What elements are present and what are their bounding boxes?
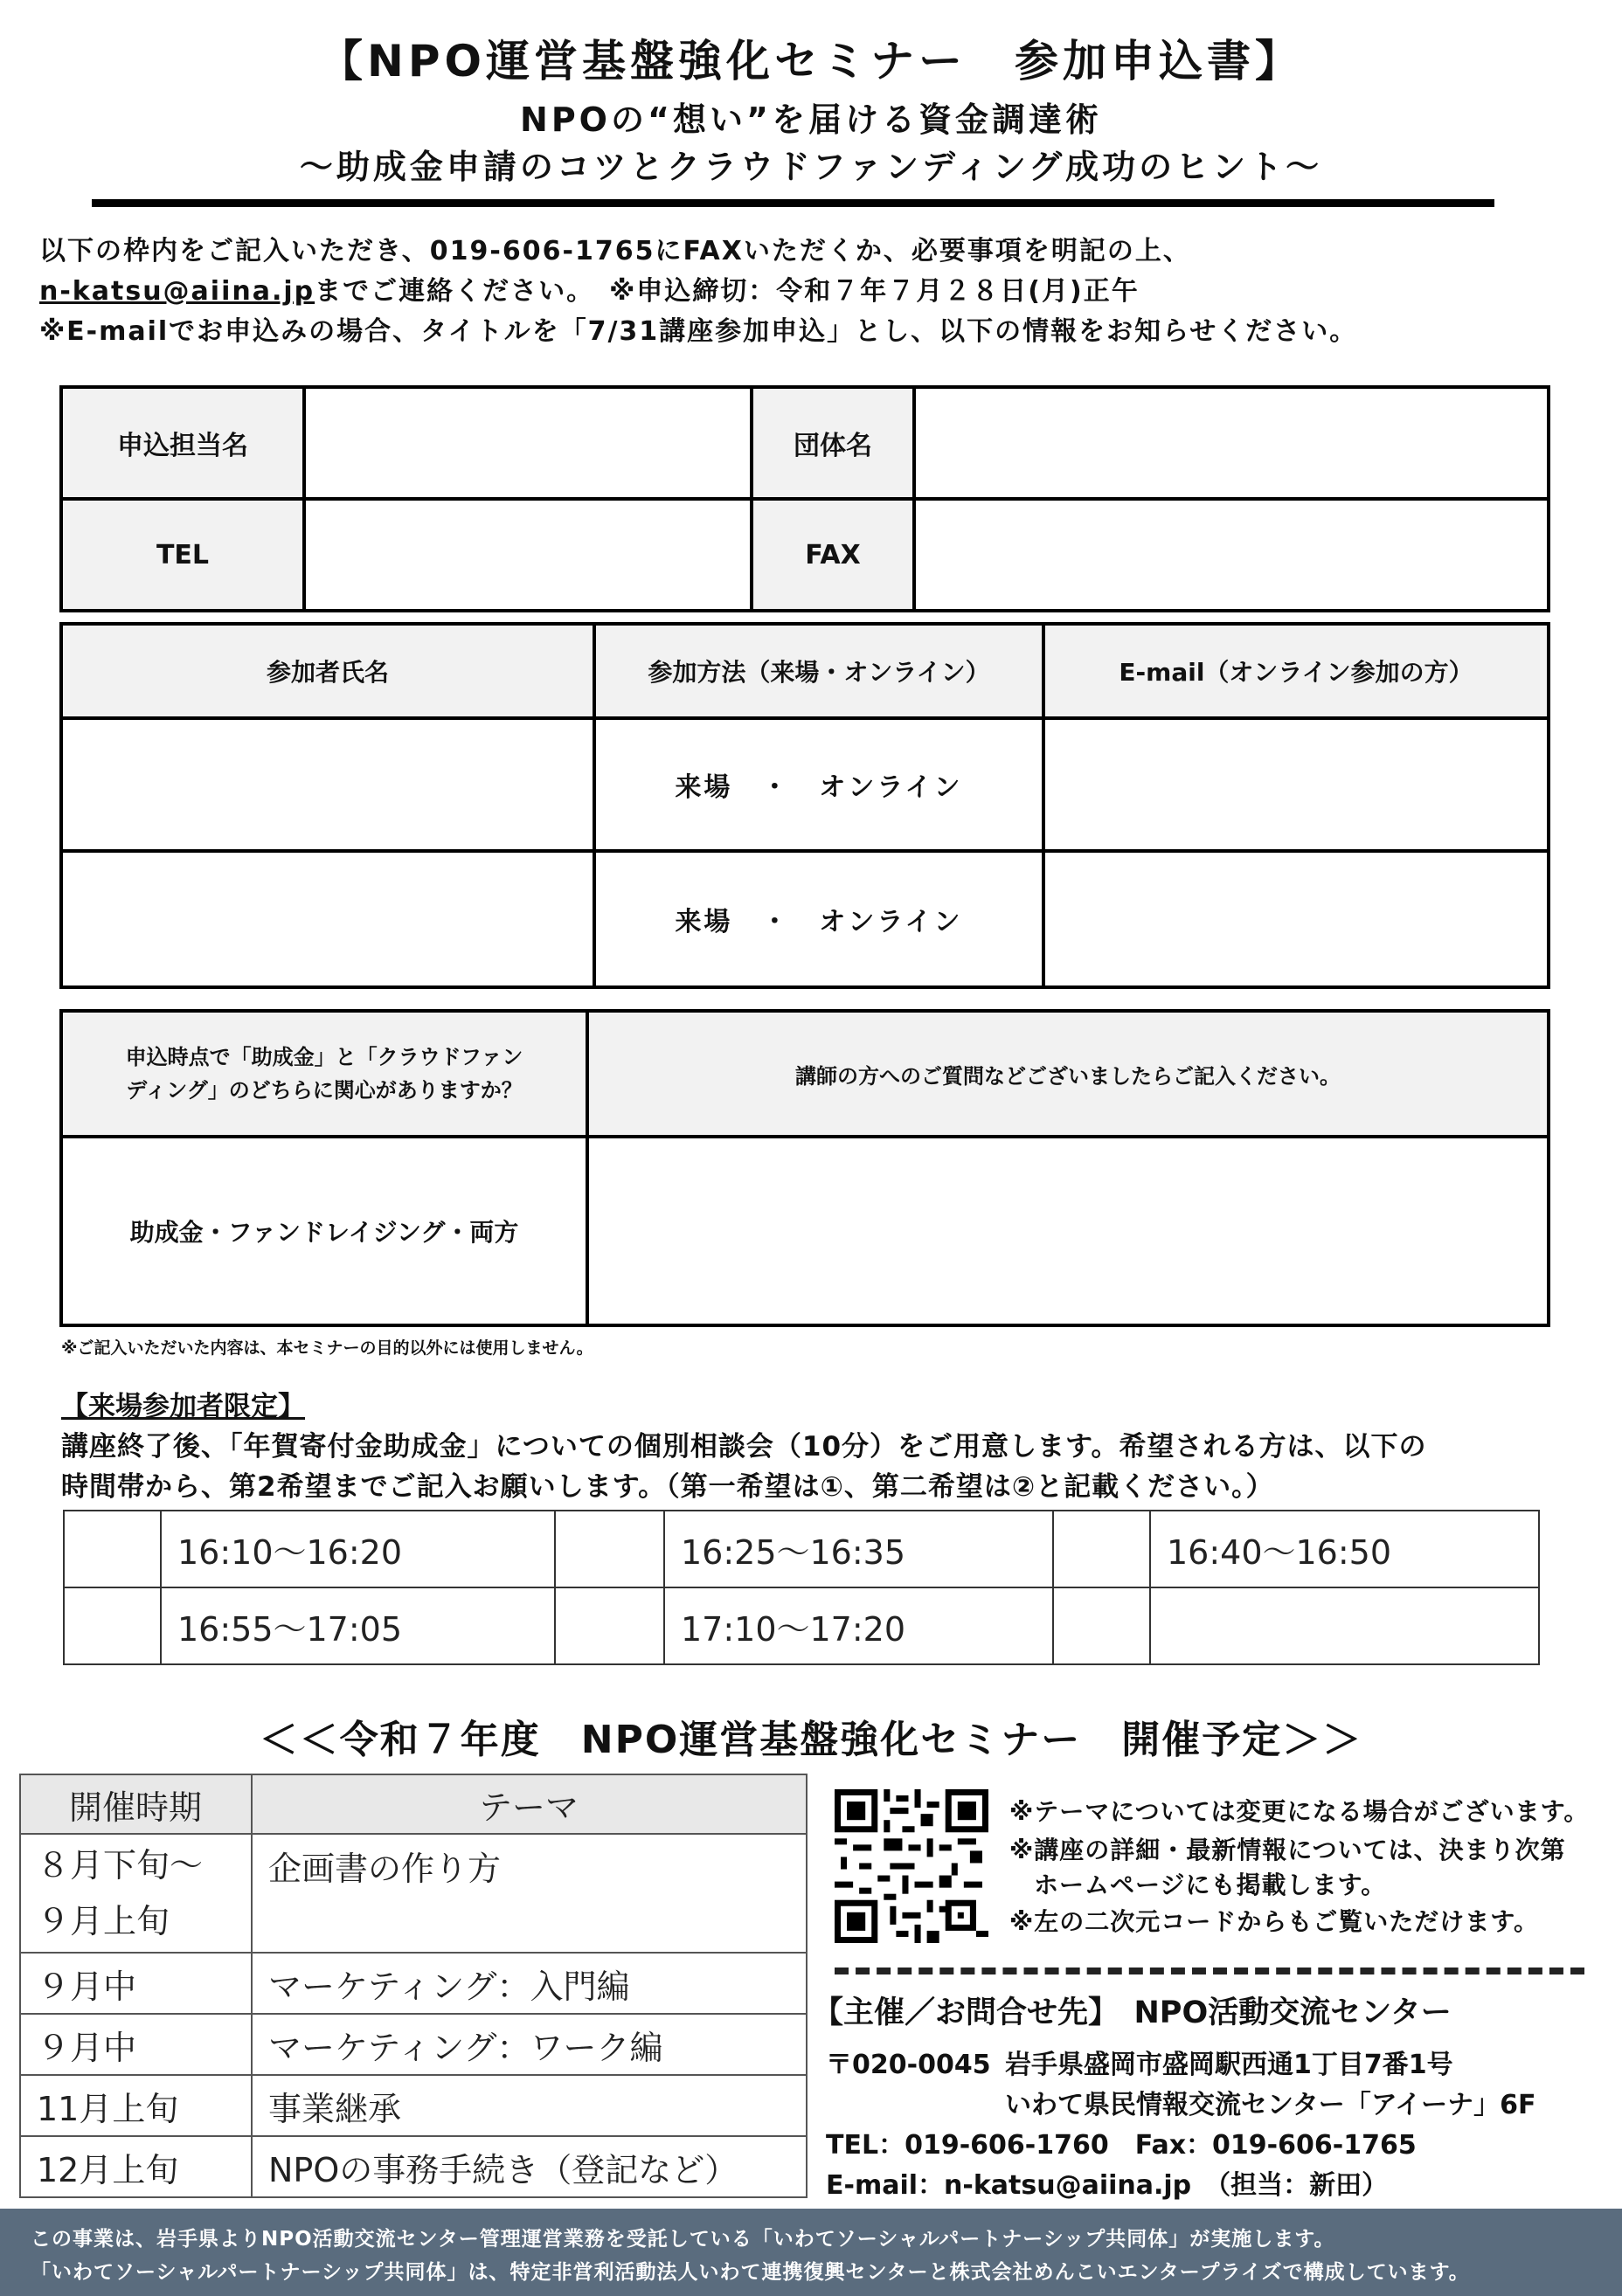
applicant-name-field[interactable] xyxy=(304,387,752,499)
timeslot-choice-box[interactable] xyxy=(555,1511,664,1587)
timeslot-label: 16:40～16:50 xyxy=(1150,1511,1539,1587)
schedule-time: ９月中 xyxy=(20,1953,252,2014)
note-theme-change: ※テーマについては変更になる場合がございます。 xyxy=(1009,1797,1590,1826)
venue-text-2: 時間帯から、第2希望までご記入お願いします。（第一希望は①、第二希望は②と記載ください。） xyxy=(61,1471,1274,1503)
schedule-theme-header: テーマ xyxy=(252,1774,807,1834)
participant-name-field[interactable] xyxy=(61,851,594,987)
page-title: 【NPO運営基盤強化セミナー 参加申込書】 xyxy=(319,36,1303,86)
question-header: 講師の方へのご質問などございましたらご記入ください。 xyxy=(587,1011,1549,1137)
address-line-2: いわて県民情報交流センター「アイーナ」6F xyxy=(1005,2090,1536,2120)
interest-table xyxy=(59,1009,1550,1327)
postal-code: 〒020-0045 xyxy=(826,2050,991,2080)
schedule-theme: 企画書の作り方 xyxy=(252,1834,807,1953)
timeslot-choice-box[interactable] xyxy=(1053,1511,1150,1587)
applicant-name-label: 申込担当名 xyxy=(61,387,304,499)
participation-method-choice[interactable]: 来場 ・ オンライン xyxy=(594,851,1043,987)
fax-label: FAX xyxy=(752,499,914,611)
intro-line-2 xyxy=(39,269,1140,308)
contact-tel-fax: TEL：019-606-1760 Fax：019-606-1765 xyxy=(826,2130,1417,2161)
timeslot-choice-box[interactable] xyxy=(1053,1587,1150,1664)
timeslot-choice-box[interactable] xyxy=(64,1511,161,1587)
participation-method-choice[interactable]: 来場 ・ オンライン xyxy=(594,718,1043,851)
interest-question xyxy=(61,1011,587,1137)
intro-line-3: ※E-mailでお申込みの場合、タイトルを「7/31講座参加申込」とし、以下の情報をお知らせください。 xyxy=(39,316,1358,347)
contact-email[interactable]: E-mail：n-katsu@aiina.jp （担当：新田） xyxy=(826,2170,1389,2201)
page-subtitle-2: ～助成金申請のコツとクラウドファンディング成功のヒント～ xyxy=(299,148,1323,186)
schedule-time: 12月上旬 xyxy=(20,2136,252,2197)
participant-email-header: E-mail（オンライン参加の方） xyxy=(1043,624,1549,718)
email-link[interactable]: n-katsu@aiina.jp xyxy=(39,276,315,307)
timeslot-table xyxy=(63,1510,1540,1665)
participant-table xyxy=(59,622,1550,989)
schedule-time: ９月中 xyxy=(20,2014,252,2075)
venue-heading: 【来場参加者限定】 xyxy=(61,1391,305,1422)
timeslot-label: 17:10～17:20 xyxy=(664,1587,1053,1664)
participant-name-header: 参加者氏名 xyxy=(61,624,594,718)
timeslot-label xyxy=(1150,1587,1539,1664)
footer-text-1: この事業は、岩手県よりNPO活動交流センター管理運営業務を受託している「いわてソーシャルパートナーシップ共同体」が実施します。 xyxy=(31,2228,1335,2251)
organization-field[interactable] xyxy=(914,387,1549,499)
qr-code-icon[interactable] xyxy=(835,1789,988,1943)
contact-divider xyxy=(835,1968,1584,1974)
timeslot-choice-box[interactable] xyxy=(555,1587,664,1664)
schedule-theme: 事業継承 xyxy=(252,2075,807,2136)
schedule-title: ＜＜令和７年度 NPO運営基盤強化セミナー 開催予定＞＞ xyxy=(259,1718,1363,1762)
interest-question-line-1: 申込時点で「助成金」と「クラウドファン xyxy=(125,1045,523,1069)
applicant-table xyxy=(59,385,1550,612)
footer-text-2: 「いわてソーシャルパートナーシップ共同体」は、特定非営利活動法人いわて連携復興センターと株式会社めんこいエンタープライズで構成しています。 xyxy=(31,2261,1470,2284)
schedule-table xyxy=(19,1774,808,2198)
participant-email-field[interactable] xyxy=(1043,851,1549,987)
note-details: ※講座の詳細・最新情報については、決まり次第 xyxy=(1009,1836,1566,1864)
note-qr: ※左の二次元コードからもご覧いただけます。 xyxy=(1009,1907,1539,1936)
participation-method-header: 参加方法（来場・オンライン） xyxy=(594,624,1043,718)
schedule-time-header: 開催時期 xyxy=(20,1774,252,1834)
schedule-theme: マーケティング：入門編 xyxy=(252,1953,807,2014)
tel-field[interactable] xyxy=(304,499,752,611)
participant-name-field[interactable] xyxy=(61,718,594,851)
interest-question-line-2: ディング」のどちらに関心がありますか？ xyxy=(126,1078,523,1103)
tel-label: TEL xyxy=(61,499,304,611)
note-homepage: ホームページにも掲載します。 xyxy=(1034,1871,1387,1899)
title-divider xyxy=(92,199,1494,207)
address-line-1: 岩手県盛岡市盛岡駅西通1丁目7番1号 xyxy=(1005,2050,1453,2080)
interest-options-choice[interactable]: 助成金・ファンドレイジング・両方 xyxy=(61,1137,587,1325)
question-field[interactable] xyxy=(587,1137,1549,1325)
timeslot-choice-box[interactable] xyxy=(64,1587,161,1664)
fax-field[interactable] xyxy=(914,499,1549,611)
venue-text-1: 講座終了後、「年賀寄付金助成金」についての個別相談会（10分）をご用意します。希望される方は、以下の xyxy=(61,1431,1427,1463)
timeslot-label: 16:10～16:20 xyxy=(161,1511,555,1587)
schedule-time-line-1: ８月下旬～ xyxy=(37,1846,204,1885)
schedule-time: 11月上旬 xyxy=(20,2075,252,2136)
schedule-theme: NPOの事務手続き（登記など） xyxy=(252,2136,807,2197)
deadline-text: までご連絡ください。 ※申込締切：令和７年７月２８日(月)正午 xyxy=(315,276,1140,307)
schedule-time xyxy=(20,1834,252,1953)
timeslot-label: 16:25～16:35 xyxy=(664,1511,1053,1587)
page-subtitle: NPOの“想い”を届ける資金調達術 xyxy=(520,100,1102,139)
schedule-theme: マーケティング：ワーク編 xyxy=(252,2014,807,2075)
organization-label: 団体名 xyxy=(752,387,914,499)
privacy-note: ※ご記入いただいた内容は、本セミナーの目的以外には使用しません。 xyxy=(61,1338,593,1358)
contact-heading: 【主催／お問合せ先】 NPO活動交流センター xyxy=(813,1995,1452,2030)
intro-line-1: 以下の枠内をご記入いただき、019-606-1765にFAXいただくか、必要事項を明記の上、 xyxy=(39,236,1191,266)
schedule-time-line-2: ９月上旬 xyxy=(37,1902,170,1940)
timeslot-label: 16:55～17:05 xyxy=(161,1587,555,1664)
participant-email-field[interactable] xyxy=(1043,718,1549,851)
